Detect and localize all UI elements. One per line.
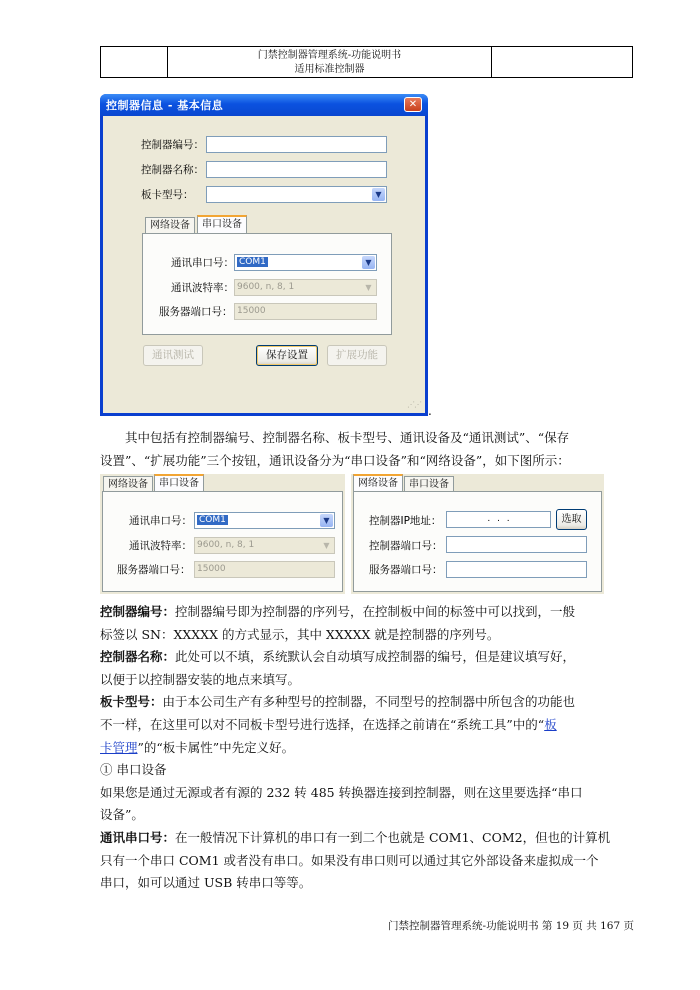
para-line: 此处可以不填，系统默认会自动填写成控制器的编号，但是建议填写好， [175, 649, 576, 665]
label-controller-port: 控制器端口号： [369, 540, 443, 552]
para-serial-port [100, 827, 634, 850]
para-line: 设备”。 [100, 807, 144, 823]
para-line: 控制器编号即为控制器的序列号，在控制板中间的标签中可以找到，一般 [175, 604, 576, 619]
chevron-down-icon[interactable]: ▼ [372, 188, 385, 201]
baud-rate-select[interactable] [194, 537, 335, 554]
para-line: 在一般情况下计算机的串口有一到二个也就是 COM1、COM2，但也的计算机 [175, 829, 611, 845]
term-serial-port: 通讯串口号： [100, 829, 176, 845]
board-manage-link[interactable]: 卡管理 [100, 739, 138, 755]
controller-sn-input[interactable] [206, 136, 387, 153]
serial-port-value: COM1 [199, 515, 226, 525]
tab-network[interactable]: 网络设备 [353, 474, 403, 492]
header-title: 门禁控制器管理系统-功能说明书 [257, 50, 402, 61]
dialog-titlebar [100, 94, 428, 116]
controller-name-input[interactable] [206, 161, 387, 178]
label-baud-rate: 通讯波特率： [129, 540, 192, 552]
term-controller-name: 控制器名称： [100, 649, 176, 665]
server-port-input[interactable] [446, 561, 587, 578]
label-controller-ip: 控制器IP地址： [369, 515, 442, 527]
serial-tab-panel [102, 491, 343, 592]
label-controller-name: 控制器名称： [141, 164, 204, 176]
page-footer: 门禁控制器管理系统-功能说明书 第 19 页 共 167 页 [388, 920, 634, 932]
chevron-down-icon[interactable]: ▼ [362, 256, 375, 269]
label-server-port: 服务器端口号： [117, 564, 191, 576]
baud-rate-select[interactable] [234, 279, 377, 296]
label-serial-port: 通讯串口号： [129, 515, 192, 527]
term-controller-sn: 控制器编号： [100, 604, 176, 619]
trailing-dot: . [428, 404, 432, 418]
para-line: 串口，如可以通过 USB 转串口等等。 [100, 875, 312, 891]
para-controller-sn [100, 601, 634, 624]
save-settings-button[interactable]: 保存设置 [256, 345, 318, 366]
select-button[interactable]: 选取 [556, 509, 587, 530]
intro-line-2: 设置”、“扩展功能”三个按钮，通讯设备分为“串口设备”和“网络设备”，如下图所示： [100, 452, 570, 468]
header-cell-left [101, 47, 168, 77]
network-tab-panel [353, 491, 602, 592]
tab-serial[interactable]: 串口设备 [197, 215, 247, 233]
baud-rate-value: 9600, n, 8, 1 [237, 282, 295, 292]
server-port-input[interactable] [234, 303, 377, 320]
para-line: 标签以 SN：XXXXX 的方式显示，其中 XXXXX 就是控制器的序列号。 [100, 626, 500, 642]
intro-paragraph [100, 427, 634, 472]
para-line [100, 714, 634, 737]
para-controller-name [100, 646, 634, 669]
label-server-port: 服务器端口号： [369, 564, 443, 576]
tab-network[interactable]: 网络设备 [145, 217, 195, 233]
chevron-down-icon: ▼ [362, 281, 375, 294]
server-port-value: 15000 [237, 306, 266, 316]
resize-grip-icon[interactable]: ⋰⋰ [407, 400, 421, 409]
label-board-type: 板卡型号： [141, 189, 194, 201]
para-board-type [100, 691, 634, 714]
server-port-value: 15000 [197, 564, 226, 574]
term-board-type: 板卡型号： [100, 694, 163, 710]
serial-tab-panel [142, 233, 392, 335]
tab-network[interactable]: 网络设备 [103, 476, 153, 492]
para-line: 如果您是通过无源或者有源的 232 转 485 转换器连接到控制器，则在这里要选择“串口 [100, 784, 583, 800]
serial-port-select[interactable] [194, 512, 335, 529]
dialog-client [103, 116, 425, 413]
header-subtitle: 适用标准控制器 [294, 64, 365, 75]
board-type-select[interactable] [206, 186, 387, 203]
tab-serial[interactable]: 串口设备 [404, 476, 454, 492]
section-heading-serial: ① 串口设备 [100, 762, 167, 778]
label-controller-sn: 控制器编号： [141, 139, 204, 151]
header-cell-right [491, 47, 632, 77]
board-manage-link[interactable]: 板 [544, 716, 557, 732]
para-line-text: ”的“板卡属性”中先定义好。 [137, 739, 295, 755]
para-line [100, 737, 634, 760]
para-line-text: 不一样，在这里可以对不同板卡型号进行选择，在选择之前请在“系统工具”中的“ [100, 716, 545, 732]
label-server-port: 服务器端口号： [159, 306, 233, 318]
close-icon[interactable]: ✕ [404, 97, 422, 112]
para-line: 只有一个串口 COM1 或者没有串口。如果没有串口则可以通过其它外部设备来虚拟成一个 [100, 852, 599, 868]
dialog-title: 控制器信息 - 基本信息 [106, 99, 224, 112]
intro-line-1: 其中包括有控制器编号、控制器名称、板卡型号、通讯设备及“通讯测试”、“保存 [125, 430, 570, 445]
baud-rate-value: 9600, n, 8, 1 [197, 540, 255, 550]
controller-info-dialog [100, 94, 428, 416]
controller-ip-input[interactable]: . . . [446, 511, 551, 528]
server-port-input[interactable] [194, 561, 335, 578]
chevron-down-icon: ▼ [320, 539, 333, 552]
label-baud-rate: 通讯波特率： [171, 282, 234, 294]
comm-test-button[interactable]: 通讯测试 [143, 345, 203, 366]
body-text [100, 601, 634, 895]
para-line: 以便于以控制器安装的地点来填写。 [100, 671, 301, 687]
extend-function-button[interactable]: 扩展功能 [327, 345, 387, 366]
para-line: 由于本公司生产有多种型号的控制器，不同型号的控制器中所包含的功能也 [162, 694, 576, 710]
serial-device-panel [100, 474, 345, 594]
serial-port-value: COM1 [239, 257, 266, 267]
chevron-down-icon[interactable]: ▼ [320, 514, 333, 527]
network-device-panel [351, 474, 604, 594]
controller-port-input[interactable] [446, 536, 587, 553]
tab-serial[interactable]: 串口设备 [154, 474, 204, 492]
serial-port-select[interactable] [234, 254, 377, 271]
label-serial-port: 通讯串口号： [171, 257, 234, 269]
page-header-table [100, 46, 633, 78]
